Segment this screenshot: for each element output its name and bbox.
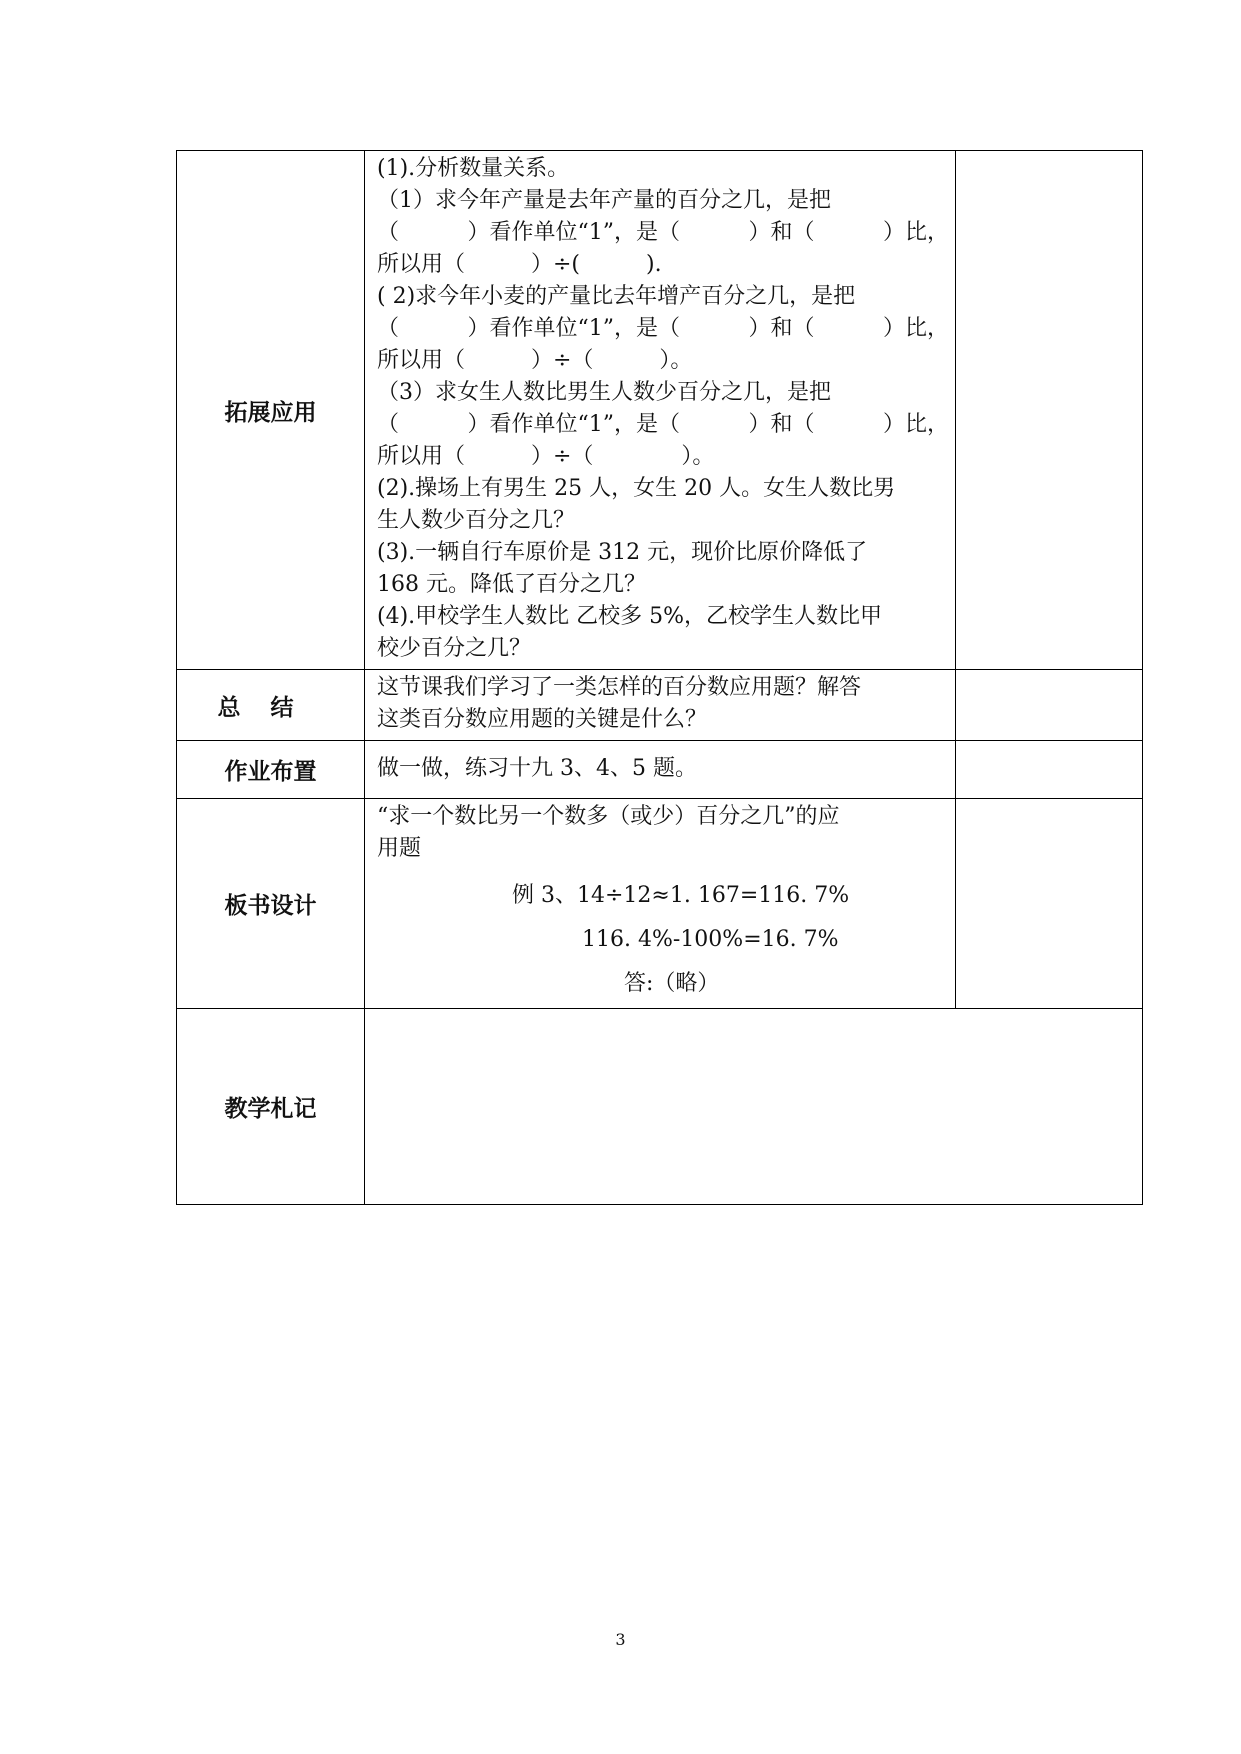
extension-blank-segment: （ bbox=[377, 412, 400, 437]
extension-blank-segment: ）比， bbox=[882, 412, 949, 437]
extension-line: 生人数少百分之几？ bbox=[377, 508, 576, 533]
extension-blank-segment: ）和（ bbox=[748, 316, 815, 341]
board-title-line-1: “求一个数比另一个数多（或少）百分之几”的应 bbox=[377, 804, 840, 829]
extension-line: (4).甲校学生人数比 乙校多 5%，乙校学生人数比甲 bbox=[377, 604, 883, 629]
extension-blank-line bbox=[377, 217, 949, 249]
extension-line: (2).操场上有男生 25 人，女生 20 人。女生人数比男 bbox=[377, 476, 896, 501]
summary-row bbox=[177, 670, 1143, 741]
extension-line: 168 元。降低了百分之几？ bbox=[377, 572, 646, 597]
board-row bbox=[177, 799, 1143, 1009]
extension-blank-segment: ）看作单位“1”，是（ bbox=[467, 316, 680, 341]
extension-blank-segment: ）和（ bbox=[748, 412, 815, 437]
page-number: 3 bbox=[615, 1630, 626, 1649]
board-notes-cell bbox=[956, 799, 1143, 1009]
summary-content bbox=[365, 670, 956, 741]
summary-label: 总结 bbox=[177, 670, 365, 741]
extension-row bbox=[177, 151, 1143, 670]
extension-notes-cell bbox=[956, 151, 1143, 670]
extension-line: 所以用（ ）÷( ). bbox=[377, 252, 662, 277]
summary-line-2: 这类百分数应用题的关键是什么？ bbox=[377, 707, 708, 732]
board-content bbox=[365, 799, 956, 1009]
notes-row bbox=[177, 1009, 1143, 1205]
lesson-plan-table bbox=[176, 150, 1143, 1205]
extension-blank-line bbox=[377, 409, 949, 441]
summary-line-1: 这节课我们学习了一类怎样的百分数应用题？解答 bbox=[377, 675, 862, 700]
extension-line: (1).分析数量关系。 bbox=[377, 156, 570, 181]
extension-blank-segment: ）比， bbox=[882, 220, 949, 245]
extension-blank-segment: ）比， bbox=[882, 316, 949, 341]
homework-label: 作业布置 bbox=[177, 741, 365, 799]
extension-blank-line bbox=[377, 313, 949, 345]
extension-blank-segment: ）看作单位“1”，是（ bbox=[467, 220, 680, 245]
extension-blank-segment: （ bbox=[377, 220, 400, 245]
extension-line: （3）求女生人数比男生人数少百分之几，是把 bbox=[377, 380, 831, 405]
homework-notes-cell bbox=[956, 741, 1143, 799]
extension-blank-segment: ）和（ bbox=[748, 220, 815, 245]
extension-line: ( 2)求今年小麦的产量比去年增产百分之几，是把 bbox=[377, 284, 856, 309]
board-label: 板书设计 bbox=[177, 799, 365, 1009]
extension-blank-segment: ）看作单位“1”，是（ bbox=[467, 412, 680, 437]
board-equation-1: 例 3、14÷12≈1. 167=116. 7% bbox=[512, 883, 850, 908]
extension-blank-segment: （ bbox=[377, 316, 400, 341]
board-title-line-2: 用题 bbox=[377, 836, 422, 861]
notes-content bbox=[365, 1009, 1143, 1205]
homework-row bbox=[177, 741, 1143, 799]
homework-text: 做一做，练习十九 3、4、5 题。 bbox=[377, 755, 697, 781]
extension-line: （1）求今年产量是去年产量的百分之几，是把 bbox=[377, 188, 831, 213]
extension-line: 校少百分之几？ bbox=[377, 636, 532, 661]
extension-label: 拓展应用 bbox=[177, 151, 365, 670]
extension-content bbox=[365, 151, 956, 670]
notes-label: 教学札记 bbox=[177, 1009, 365, 1205]
extension-line: 所以用（ ）÷（ ）。 bbox=[377, 444, 715, 469]
homework-content bbox=[365, 741, 956, 799]
extension-line: (3).一辆自行车原价是 312 元，现价比原价降低了 bbox=[377, 540, 868, 565]
extension-line: 所以用（ ）÷（ ）。 bbox=[377, 348, 693, 373]
board-equation-2: 116. 4%-100%=16. 7% bbox=[582, 927, 839, 952]
summary-notes-cell bbox=[956, 670, 1143, 741]
board-answer: 答:（略） bbox=[624, 971, 720, 996]
